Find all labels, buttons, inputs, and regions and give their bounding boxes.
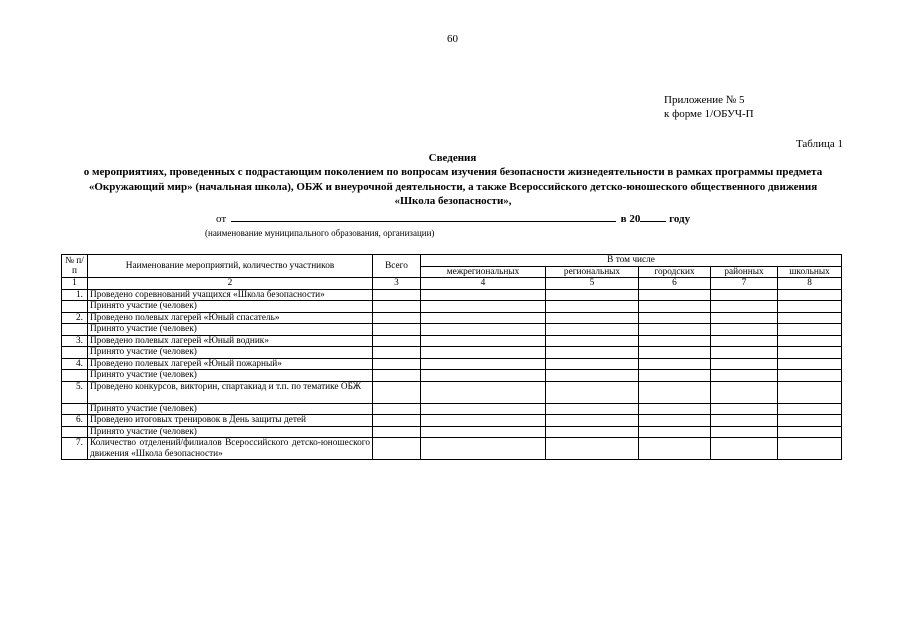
value-cell[interactable]	[639, 335, 711, 347]
value-cell[interactable]	[421, 426, 546, 438]
row-number: 1.	[62, 289, 88, 301]
appendix-note	[664, 93, 754, 121]
value-cell[interactable]	[778, 370, 842, 382]
value-cell[interactable]	[373, 426, 421, 438]
header-school: школьных	[778, 266, 842, 278]
value-cell[interactable]	[778, 381, 842, 403]
value-cell[interactable]	[778, 289, 842, 301]
col-number: 8	[778, 278, 842, 290]
value-cell[interactable]	[711, 347, 778, 359]
document-title: Сведения	[428, 152, 477, 164]
value-cell[interactable]	[546, 438, 639, 460]
row-number: 6.	[62, 415, 88, 427]
value-cell[interactable]	[639, 301, 711, 313]
document-subtitle: о мероприятиях, проведенных с подрастающим поколением по вопросам изучения безопасности жизнедеятельности в рамках программы предмета «Окружающий мир» (начальная школа), ОБЖ и внеурочной деятельности, а также Всероссийского детско-юношеского общественного движения «Школа безопасности»,	[83, 166, 823, 207]
col-number: 7	[711, 278, 778, 290]
row-description: Принято участие (человек)	[88, 301, 373, 313]
table-row	[62, 301, 842, 313]
row-description: Проведено соревнований учащихся «Школа безопасности»	[88, 289, 373, 301]
value-cell[interactable]	[421, 324, 546, 336]
header-regional: региональных	[546, 266, 639, 278]
col-number: 6	[639, 278, 711, 290]
table-row	[62, 415, 842, 427]
value-cell[interactable]	[373, 415, 421, 427]
value-cell[interactable]	[778, 324, 842, 336]
value-cell[interactable]	[373, 301, 421, 313]
value-cell[interactable]	[421, 438, 546, 460]
value-cell[interactable]	[711, 415, 778, 427]
table-body	[62, 289, 842, 460]
value-cell[interactable]	[421, 381, 546, 403]
year-prefix: в 20	[620, 213, 641, 225]
header-name: Наименование мероприятий, количество участников	[88, 255, 373, 278]
value-cell[interactable]	[711, 426, 778, 438]
row-number	[62, 347, 88, 359]
value-cell[interactable]	[778, 301, 842, 313]
from-line	[216, 212, 690, 225]
value-cell[interactable]	[373, 347, 421, 359]
value-cell[interactable]	[778, 438, 842, 460]
from-prefix: от	[216, 213, 227, 225]
organization-caption: (наименование муниципального образования, организации)	[205, 228, 435, 238]
value-cell[interactable]	[546, 335, 639, 347]
value-cell[interactable]	[778, 335, 842, 347]
value-cell[interactable]	[546, 347, 639, 359]
organization-blank-field[interactable]	[231, 212, 616, 222]
value-cell[interactable]	[778, 415, 842, 427]
row-number	[62, 301, 88, 313]
value-cell[interactable]	[546, 426, 639, 438]
value-cell[interactable]	[546, 415, 639, 427]
table-row	[62, 347, 842, 359]
value-cell[interactable]	[711, 381, 778, 403]
col-number: 2	[88, 278, 373, 290]
table-row	[62, 403, 842, 415]
value-cell[interactable]	[546, 358, 639, 370]
row-number: 4.	[62, 358, 88, 370]
value-cell[interactable]	[373, 381, 421, 403]
header-interregional: межрегиональных	[421, 266, 546, 278]
value-cell[interactable]	[373, 289, 421, 301]
row-description: Принято участие (человек)	[88, 347, 373, 359]
value-cell[interactable]	[421, 289, 546, 301]
value-cell[interactable]	[639, 358, 711, 370]
value-cell[interactable]	[373, 403, 421, 415]
page-number: 60	[447, 33, 458, 45]
value-cell[interactable]	[373, 358, 421, 370]
appendix-line-1: Приложение № 5	[664, 94, 745, 106]
value-cell[interactable]	[711, 403, 778, 415]
table-row	[62, 324, 842, 336]
row-description: Проведено конкурсов, викторин, спартакиад и т.п. по тематике ОБЖ	[88, 381, 373, 403]
value-cell[interactable]	[639, 370, 711, 382]
value-cell[interactable]	[711, 312, 778, 324]
value-cell[interactable]	[711, 324, 778, 336]
table-row	[62, 312, 842, 324]
col-number: 1	[62, 278, 88, 290]
value-cell[interactable]	[373, 312, 421, 324]
value-cell[interactable]	[421, 347, 546, 359]
header-district: районных	[711, 266, 778, 278]
header-num: № п/п	[62, 255, 88, 278]
row-number: 2.	[62, 312, 88, 324]
value-cell[interactable]	[546, 324, 639, 336]
year-word: году	[669, 213, 691, 225]
value-cell[interactable]	[778, 403, 842, 415]
col-number: 3	[373, 278, 421, 290]
row-number	[62, 324, 88, 336]
header-including: В том числе	[421, 255, 842, 267]
value-cell[interactable]	[639, 403, 711, 415]
value-cell[interactable]	[711, 370, 778, 382]
value-cell[interactable]	[421, 335, 546, 347]
year-blank-field[interactable]	[640, 212, 666, 222]
value-cell[interactable]	[421, 312, 546, 324]
value-cell[interactable]	[546, 301, 639, 313]
row-description: Проведено полевых лагерей «Юный водник»	[88, 335, 373, 347]
row-description: Количество отделений/филиалов Всероссийского детско-юношеского движения «Школа безопасности»	[88, 438, 373, 460]
value-cell[interactable]	[711, 438, 778, 460]
row-description: Проведено полевых лагерей «Юный пожарный»	[88, 358, 373, 370]
table-row	[62, 335, 842, 347]
header-city: городских	[639, 266, 711, 278]
row-number: 5.	[62, 381, 88, 403]
value-cell[interactable]	[711, 301, 778, 313]
row-number	[62, 426, 88, 438]
value-cell[interactable]	[421, 415, 546, 427]
value-cell[interactable]	[639, 415, 711, 427]
value-cell[interactable]	[546, 381, 639, 403]
row-description: Принято участие (человек)	[88, 324, 373, 336]
header-total: Всего	[373, 255, 421, 278]
table-row	[62, 426, 842, 438]
value-cell[interactable]	[639, 438, 711, 460]
value-cell[interactable]	[546, 370, 639, 382]
row-description: Принято участие (человек)	[88, 403, 373, 415]
value-cell[interactable]	[639, 381, 711, 403]
row-description: Проведено итоговых тренировок в День защиты детей	[88, 415, 373, 427]
row-number: 3.	[62, 335, 88, 347]
value-cell[interactable]	[711, 358, 778, 370]
value-cell[interactable]	[778, 358, 842, 370]
value-cell[interactable]	[546, 312, 639, 324]
value-cell[interactable]	[639, 426, 711, 438]
value-cell[interactable]	[639, 324, 711, 336]
row-description: Проведено полевых лагерей «Юный спасатель»	[88, 312, 373, 324]
value-cell[interactable]	[711, 335, 778, 347]
value-cell[interactable]	[778, 347, 842, 359]
row-number	[62, 403, 88, 415]
appendix-line-2: к форме 1/ОБУЧ-П	[664, 108, 754, 120]
value-cell[interactable]	[639, 289, 711, 301]
value-cell[interactable]	[546, 403, 639, 415]
value-cell[interactable]	[421, 358, 546, 370]
col-number: 4	[421, 278, 546, 290]
table-row	[62, 289, 842, 301]
col-number: 5	[546, 278, 639, 290]
report-table	[61, 254, 842, 460]
value-cell[interactable]	[639, 312, 711, 324]
value-cell[interactable]	[373, 370, 421, 382]
table-row	[62, 358, 842, 370]
value-cell[interactable]	[421, 403, 546, 415]
value-cell[interactable]	[778, 312, 842, 324]
value-cell[interactable]	[546, 289, 639, 301]
value-cell[interactable]	[711, 289, 778, 301]
row-description: Принято участие (человек)	[88, 370, 373, 382]
value-cell[interactable]	[373, 324, 421, 336]
table-row	[62, 370, 842, 382]
table-label: Таблица 1	[795, 138, 843, 150]
table-row	[62, 438, 842, 460]
column-numbers-row	[62, 278, 842, 290]
value-cell[interactable]	[421, 370, 546, 382]
value-cell[interactable]	[639, 347, 711, 359]
row-number: 7.	[62, 438, 88, 460]
value-cell[interactable]	[373, 335, 421, 347]
value-cell[interactable]	[421, 301, 546, 313]
row-description: Принято участие (человек)	[88, 426, 373, 438]
value-cell[interactable]	[373, 438, 421, 460]
table-row	[62, 381, 842, 403]
row-number	[62, 370, 88, 382]
value-cell[interactable]	[778, 426, 842, 438]
